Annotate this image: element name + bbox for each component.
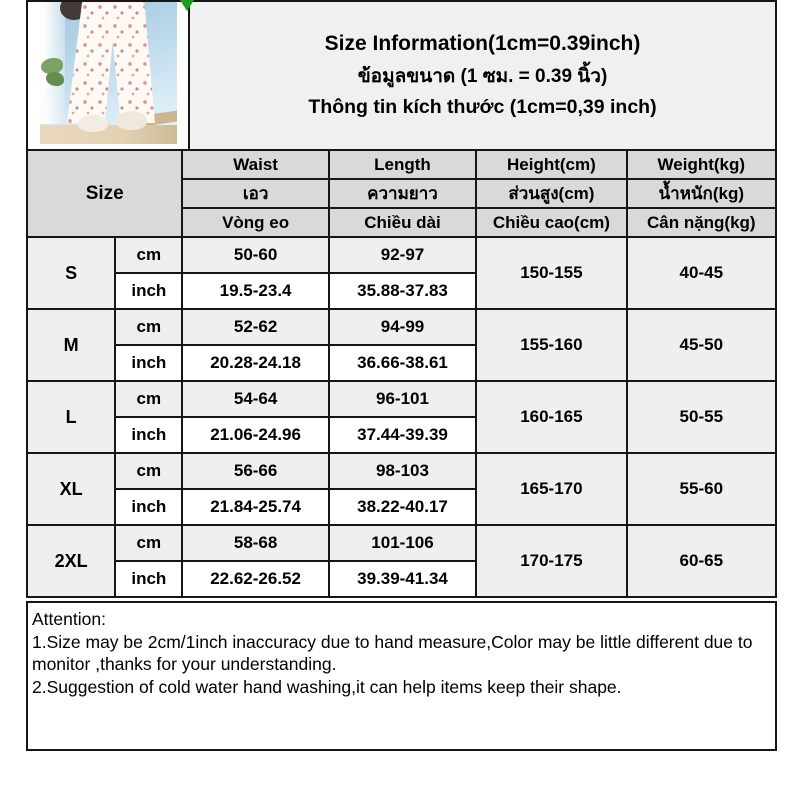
unit-cell: cm <box>115 525 182 561</box>
col-header-length-en: Length <box>329 150 476 179</box>
header-row-en <box>27 150 776 179</box>
height-cell: 155-160 <box>476 309 626 381</box>
weight-cell: 50-55 <box>627 381 776 453</box>
length-cm-cell: 94-99 <box>329 309 476 345</box>
table-row <box>27 237 776 273</box>
waist-inch-cell: 20.28-24.18 <box>182 345 328 381</box>
length-inch-cell: 39.39-41.34 <box>329 561 476 597</box>
size-chart-sheet <box>26 0 777 751</box>
weight-cell: 55-60 <box>627 453 776 525</box>
length-inch-cell: 38.22-40.17 <box>329 489 476 525</box>
photo-plant-leaf <box>46 72 64 86</box>
length-cm-cell: 96-101 <box>329 381 476 417</box>
green-corner-marker-icon <box>180 0 194 11</box>
size-table <box>26 149 777 598</box>
attention-line-1: 1.Size may be 2cm/1inch inaccuracy due to hand measure,Color may be little different due to monitor ,thanks for your understanding. <box>32 631 753 675</box>
unit-cell: inch <box>115 273 182 309</box>
height-cell: 150-155 <box>476 237 626 309</box>
banner <box>26 0 777 151</box>
attention-line-2: 2.Suggestion of cold water hand washing,it can help items keep their shape. <box>32 676 622 697</box>
col-header-waist-vi: Vòng eo <box>182 208 328 237</box>
col-header-weight-en: Weight(kg) <box>627 150 776 179</box>
waist-cm-cell: 56-66 <box>182 453 328 489</box>
col-header-waist-th: เอว <box>182 179 328 208</box>
col-header-length-vi: Chiều dài <box>329 208 476 237</box>
photo-floor <box>40 125 177 144</box>
weight-cell: 45-50 <box>627 309 776 381</box>
photo-floral-pants <box>67 3 155 123</box>
size-cell: S <box>27 237 115 309</box>
unit-cell: cm <box>115 381 182 417</box>
size-cell: M <box>27 309 115 381</box>
unit-cell: cm <box>115 309 182 345</box>
table-row <box>27 453 776 489</box>
col-header-weight-th: น้ำหนัก(kg) <box>627 179 776 208</box>
unit-cell: inch <box>115 345 182 381</box>
table-row <box>27 381 776 417</box>
length-cm-cell: 101-106 <box>329 525 476 561</box>
length-cm-cell: 98-103 <box>329 453 476 489</box>
table-row <box>27 525 776 561</box>
col-header-waist-en: Waist <box>182 150 328 179</box>
size-cell: 2XL <box>27 525 115 597</box>
size-header: Size <box>27 150 182 237</box>
unit-cell: cm <box>115 453 182 489</box>
waist-inch-cell: 21.06-24.96 <box>182 417 328 453</box>
attention-note <box>26 601 777 751</box>
waist-cm-cell: 54-64 <box>182 381 328 417</box>
waist-cm-cell: 58-68 <box>182 525 328 561</box>
product-photo-cell <box>28 2 190 149</box>
waist-cm-cell: 52-62 <box>182 309 328 345</box>
weight-cell: 40-45 <box>627 237 776 309</box>
size-cell: L <box>27 381 115 453</box>
waist-inch-cell: 21.84-25.74 <box>182 489 328 525</box>
unit-cell: inch <box>115 561 182 597</box>
size-cell: XL <box>27 453 115 525</box>
title-block <box>190 2 775 149</box>
height-cell: 170-175 <box>476 525 626 597</box>
height-cell: 160-165 <box>476 381 626 453</box>
unit-cell: inch <box>115 417 182 453</box>
photo-right-shoe <box>116 111 147 130</box>
col-header-height-th: ส่วนสูง(cm) <box>476 179 626 208</box>
col-header-weight-vi: Cân nặng(kg) <box>627 208 776 237</box>
col-header-height-vi: Chiều cao(cm) <box>476 208 626 237</box>
photo-left-shoe <box>78 115 108 132</box>
weight-cell: 60-65 <box>627 525 776 597</box>
product-photo <box>40 2 177 144</box>
length-cm-cell: 92-97 <box>329 237 476 273</box>
page-title-en: Size Information(1cm=0.39inch) <box>324 32 641 55</box>
page-title-vi: Thông tin kích thước (1cm=0,39 inch) <box>308 96 657 118</box>
unit-cell: cm <box>115 237 182 273</box>
waist-inch-cell: 19.5-23.4 <box>182 273 328 309</box>
page-title-th: ข้อมูลขนาด (1 ซม. = 0.39 นิ้ว) <box>357 66 608 87</box>
col-header-length-th: ความยาว <box>329 179 476 208</box>
attention-heading: Attention: <box>32 609 106 629</box>
length-inch-cell: 37.44-39.39 <box>329 417 476 453</box>
col-header-height-en: Height(cm) <box>476 150 626 179</box>
height-cell: 165-170 <box>476 453 626 525</box>
table-row <box>27 309 776 345</box>
unit-cell: inch <box>115 489 182 525</box>
waist-inch-cell: 22.62-26.52 <box>182 561 328 597</box>
length-inch-cell: 35.88-37.83 <box>329 273 476 309</box>
waist-cm-cell: 50-60 <box>182 237 328 273</box>
length-inch-cell: 36.66-38.61 <box>329 345 476 381</box>
